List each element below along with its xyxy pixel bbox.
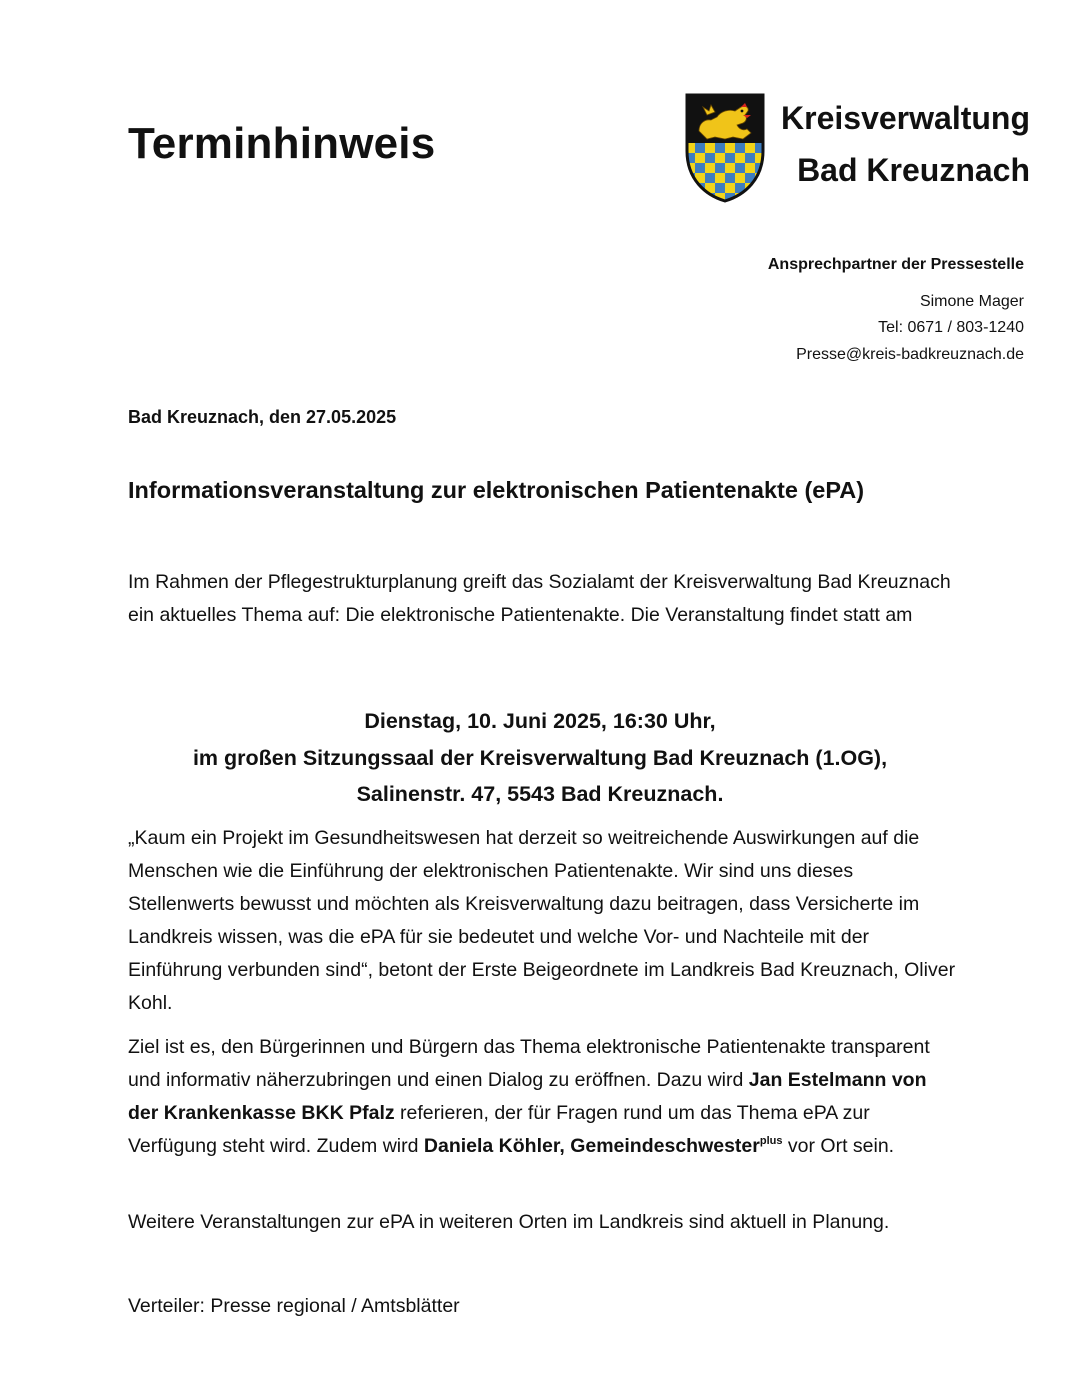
shield-check — [725, 173, 735, 183]
shield-check — [715, 163, 725, 173]
quote-paragraph: „Kaum ein Projekt im Gesundheitswesen hat derzeit so weitreichende Auswirkungen auf die Menschen wie die Einführung der elektronischen Patientenakte. Wir sind uns dieses Stellenwerts bewusst und möchten als Kreisverwaltung dazu beitragen, dass Versicherte im Landkreis wissen, was die ePA für sie bedeutet und welche Vor- und Nachteile mit der Einführung verbunden sind“, betont der Erste Beigeordnete im Landkreis Bad Kreuznach, Oliver Kohl. — [128, 827, 956, 1014]
shield-check — [705, 153, 715, 163]
press-contact-block — [768, 252, 1024, 368]
shield-check — [705, 173, 715, 183]
shield-check — [725, 143, 735, 153]
dateline: Bad Kreuznach, den 27.05.2025 — [128, 407, 397, 427]
shield-check — [735, 143, 745, 153]
press-contact-phone: Tel: 0671 / 803-1240 — [878, 319, 1024, 336]
goal-text-1: Ziel ist es, den Bürgerinnen und Bürgern das Thema elektronische Patientenakte transparent und informativ näherzubringen und einen Dialog zu eröffnen. Dazu wird — [128, 1036, 930, 1091]
shield-check — [755, 193, 765, 203]
speaker-2: Daniela Köhler, Gemeindeschwester — [423, 1135, 760, 1157]
shield-check — [755, 183, 765, 193]
shield-check — [715, 153, 725, 163]
shield-check — [715, 173, 725, 183]
distribution-note: Verteiler: Presse regional / Amtsblätter — [128, 1295, 460, 1317]
event-address: Salinenstr. 47, 5543 Bad Kreuznach. — [356, 782, 724, 806]
organization-location: Bad Kreuznach — [797, 152, 1030, 188]
press-contact-email[interactable]: Presse@kreis-badkreuznach.de — [796, 345, 1024, 363]
shield-check — [725, 163, 735, 173]
shield-check — [685, 193, 695, 203]
shield-check — [695, 153, 705, 163]
intro-paragraph: Im Rahmen der Pflegestrukturplanung greift das Sozialamt der Kreisverwaltung Bad Kreuznach ein aktuelles Thema auf: Die elektronische Patientenakte. Die Veranstaltung findet statt am — [128, 571, 951, 626]
shield-check — [705, 163, 715, 173]
shield-check — [715, 143, 725, 153]
shield-check — [745, 143, 755, 153]
coat-of-arms-icon — [685, 93, 765, 203]
event-location: im großen Sitzungssaal der Kreisverwaltung Bad Kreuznach (1.OG), — [192, 745, 888, 770]
shield-check — [745, 163, 755, 173]
shield-check — [735, 163, 745, 173]
shield-check — [745, 193, 755, 203]
shield-check — [725, 183, 735, 193]
shield-check — [705, 143, 715, 153]
shield-check — [735, 153, 745, 163]
organization-name: Kreisverwaltung — [781, 100, 1030, 136]
press-release-headline: Informationsveranstaltung zur elektronischen Patientenakte (ePA) — [128, 477, 865, 503]
shield-check — [745, 153, 755, 163]
document-type-title: Terminhinweis — [128, 119, 436, 168]
shield-check — [695, 193, 705, 203]
shield-check — [725, 153, 735, 163]
goal-text-3: vor Ort sein. — [782, 1135, 895, 1157]
event-details — [0, 703, 1080, 813]
outlook-paragraph: Weitere Veranstaltungen zur ePA in weiteren Orten im Landkreis sind aktuell in Planung. — [128, 1211, 890, 1233]
speaker-1: Jan Estelmann von der Krankenkasse BKK Pfalz — [128, 1069, 927, 1124]
shield-check — [735, 173, 745, 183]
event-date-time: Dienstag, 10. Juni 2025, 16:30 Uhr, — [364, 709, 716, 733]
press-contact-heading: Ansprechpartner der Pressestelle — [767, 256, 1024, 273]
goal-text-2: referieren, der für Fragen rund um das Thema ePA zur Verfügung steht wird. Zudem wird — [128, 1102, 870, 1157]
press-contact-name: Simone Mager — [919, 292, 1024, 310]
goal-paragraph — [128, 1031, 958, 1163]
shield-check — [695, 143, 705, 153]
shield-check — [695, 163, 705, 173]
shield-check — [685, 183, 695, 193]
speaker-2-superscript: plus — [759, 1135, 783, 1147]
shield-check — [715, 183, 725, 193]
